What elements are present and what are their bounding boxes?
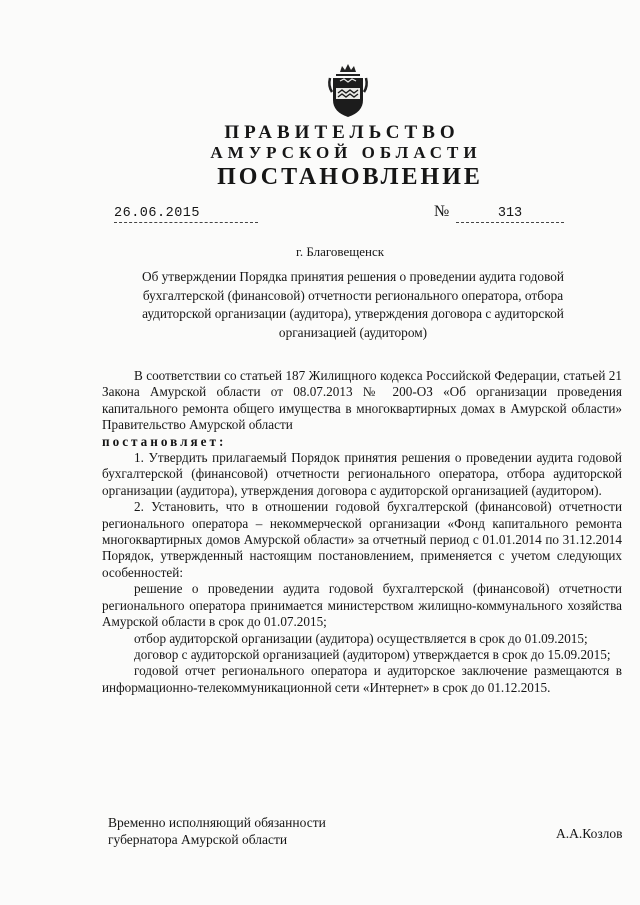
government-heading: ПРАВИТЕЛЬСТВО: [224, 122, 460, 143]
number-label: №: [434, 203, 450, 220]
sub-item-decision: решение о проведении аудита годовой бухгалтерской (финансовой) отчетности регионального оператора принимается министерством жилищно-коммунального хозяйства Амурской области в срок до 01.07.2015;: [102, 581, 622, 630]
document-type-heading: ПОСТАНОВЛЕНИЕ: [217, 164, 483, 190]
signatory-position-line-1: Временно исполняющий обязанности: [108, 815, 326, 830]
item-2-paragraph: 2. Установить, что в отношении годовой бухгалтерской (финансовой) отчетности регионального оператора – некоммерческой организации «Фонд капитального ремонта многоквартирных домов Амурской области» за отчетный период с 01.01.2014 по 31.12.2014 Порядок, утвержденный настоящим постановлением, применяется с учетом следующих особенностей:: [102, 499, 622, 580]
document-subject: Об утверждении Порядка принятия решения о проведении аудита годовой бухгалтерской (финансовой) отчетности регионального оператора, отбора аудиторской организации (аудитора), утверждения договора с аудиторской организацией (аудитором): [141, 269, 565, 340]
preamble-paragraph: В соответствии со статьей 187 Жилищного кодекса Российской Федерации, статьей 21 Закона Амурской области от 08.07.2013 № 200-ОЗ «Об организации проведения капитального ремонта общего имущества в многоквартирных домах в Амурской области» Правительство Амурской области: [102, 368, 622, 433]
signatory-position-line-2: губернатора Амурской области: [108, 832, 288, 847]
document-date: 26.06.2015: [114, 206, 258, 223]
signatory-name: А.А.Козлов: [556, 826, 623, 841]
item-1-paragraph: 1. Утвердить прилагаемый Порядок принятия решения о проведении аудита годовой бухгалтерской (финансовой) отчетности регионального оператора, отбора аудиторской организации (аудитора), утверждения договора с аудиторской организацией (аудитором).: [102, 450, 622, 498]
coat-of-arms-icon: [326, 62, 370, 120]
document-body: [102, 368, 622, 696]
resolves-line: постановляет:: [102, 433, 227, 449]
signatory-position: [108, 814, 326, 848]
sub-item-selection: отбор аудиторской организации (аудитора) осуществляется в срок до 01.09.2015;: [134, 630, 588, 646]
sub-item-report: годовой отчет регионального оператора и аудиторское заключение размещаются в информационно-телекоммуникационной сети «Интернет» в срок до 01.12.2015.: [102, 663, 622, 695]
city-line: г. Благовещенск: [295, 244, 385, 259]
region-heading: АМУРСКОЙ ОБЛАСТИ: [210, 143, 482, 162]
document-number: 313: [456, 206, 564, 223]
sub-item-contract: договор с аудиторской организацией (аудитором) утверждается в срок до 15.09.2015;: [134, 646, 611, 662]
